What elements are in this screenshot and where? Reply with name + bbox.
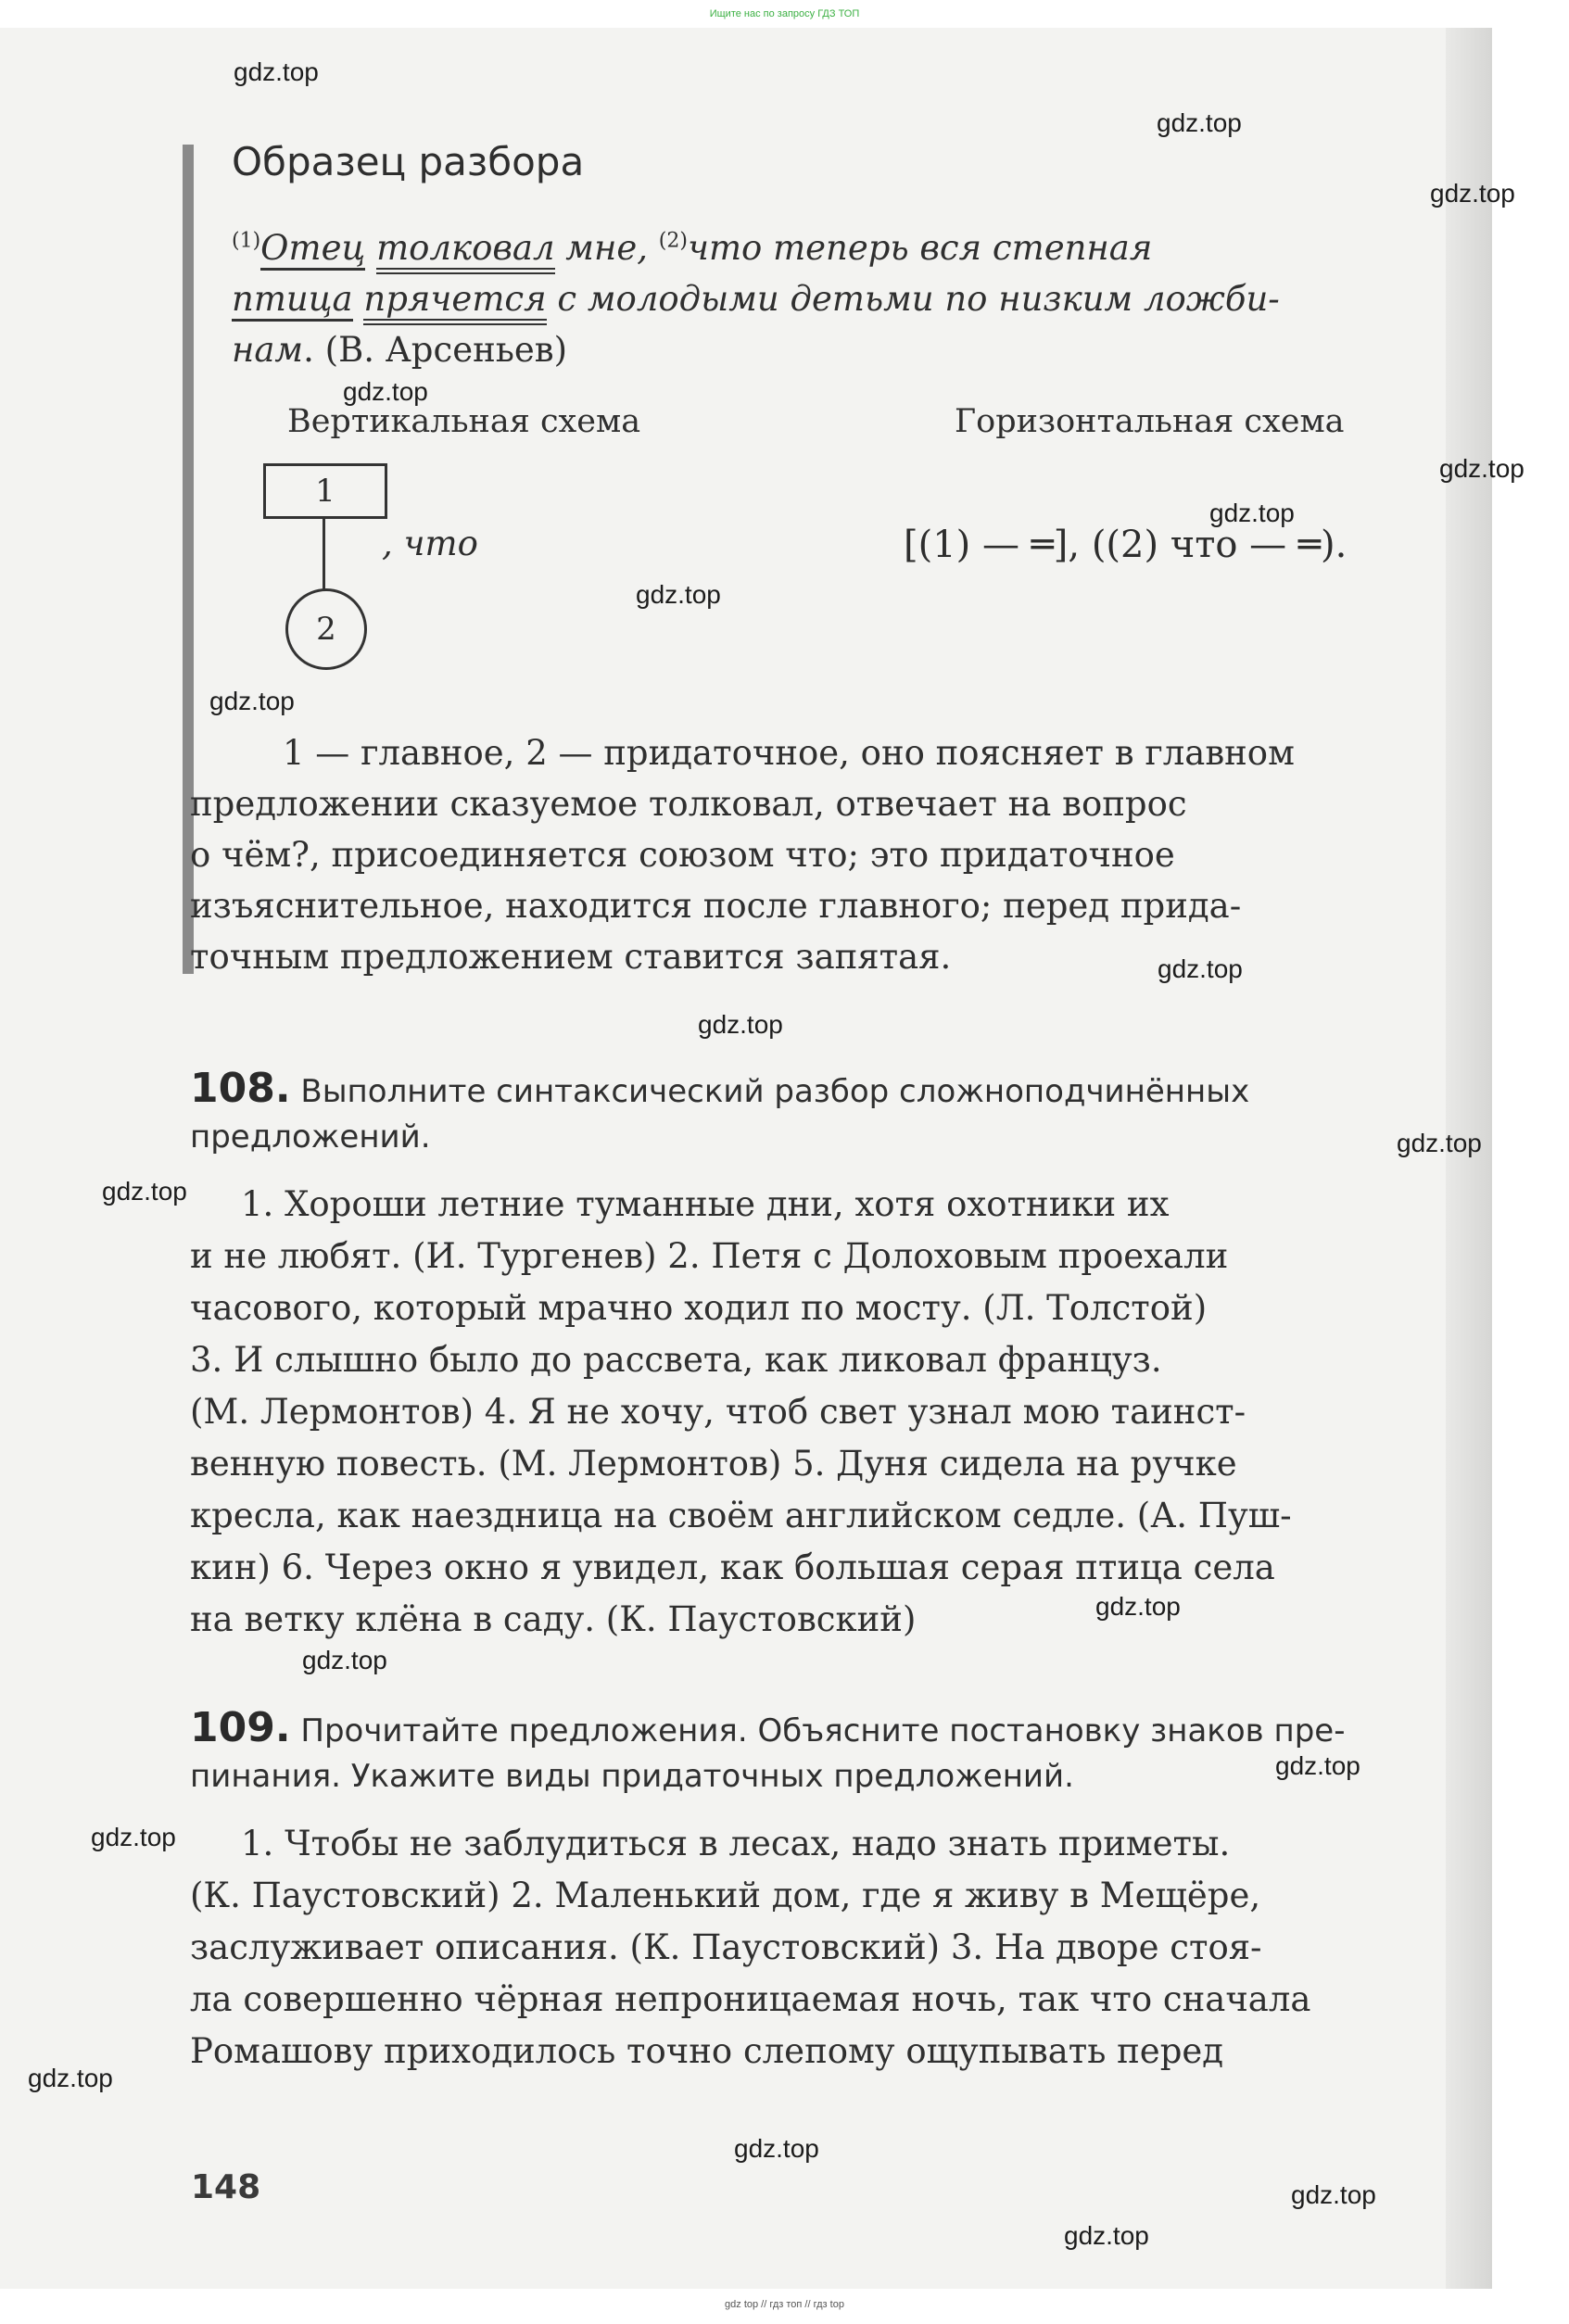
subject-word: Отец xyxy=(260,228,365,271)
page-edge-shadow xyxy=(1446,28,1492,2289)
watermark: gdz.top xyxy=(102,1177,187,1206)
watermark: gdz.top xyxy=(1430,179,1515,208)
explanation-line: точным предложением ставится запятая. xyxy=(190,937,952,977)
subject-word-2: птица xyxy=(232,279,353,322)
watermark: gdz.top xyxy=(209,687,295,715)
watermark: gdz.top xyxy=(1275,1751,1360,1780)
explanation-line: о чём?, присоединяется союзом что; это придаточное xyxy=(190,835,1175,875)
watermark: gdz.top xyxy=(698,1010,783,1039)
sample-author: . (В. Арсеньев) xyxy=(303,330,568,370)
exercise-108-task-cont: предложений. xyxy=(190,1118,431,1156)
explanation-line: предложении сказуемое толковал, отвечает на вопрос xyxy=(190,784,1187,824)
exercise-109-task-cont: пинания. Укажите виды придаточных предложений. xyxy=(190,1758,1074,1795)
watermark: gdz.top xyxy=(1064,2221,1149,2250)
exercise-108-task: 108. Выполните синтаксический разбор сложноподчинённых xyxy=(190,1065,1250,1112)
predicate-word: толковал xyxy=(376,228,554,274)
horizontal-schema-formula: [(1) — ═], ((2) что — ═). xyxy=(904,524,1348,566)
watermark: gdz.top xyxy=(91,1823,176,1851)
vertical-schema-label: Вертикальная схема xyxy=(287,403,641,440)
watermark: gdz.top xyxy=(28,2064,113,2092)
watermark: gdz.top xyxy=(1095,1592,1181,1621)
explanation-line: изъяснительное, находится после главного; перед прида- xyxy=(190,886,1242,926)
exercise-number: 109. xyxy=(190,1704,291,1751)
watermark: gdz.top xyxy=(1158,954,1243,983)
schema-conjunction: , что xyxy=(382,524,478,563)
watermark: gdz.top xyxy=(734,2134,819,2163)
bottom-banner: gdz top // гдз топ // гдз top xyxy=(725,2299,844,2310)
watermark: gdz.top xyxy=(1209,499,1295,527)
exercise-108-line: (М. Лермонтов) 4. Я не хочу, чтоб свет узнал мою таинст- xyxy=(190,1392,1246,1432)
exercise-109-task: 109. Прочитайте предложения. Объясните постановку знаков пре- xyxy=(190,1704,1346,1751)
page-number: 148 xyxy=(191,2168,261,2206)
exercise-108-line: часового, который мрачно ходил по мосту. (Л. Толстой) xyxy=(190,1288,1208,1328)
watermark: gdz.top xyxy=(1291,2180,1376,2209)
clause-number-1: (1) xyxy=(232,229,261,253)
sample-sentence-line-3: нам. (В. Арсеньев) xyxy=(232,330,568,370)
clause-number-2: (2) xyxy=(658,229,688,253)
exercise-108-line: 1. Хороши летние туманные дни, хотя охотники их xyxy=(241,1184,1170,1224)
watermark: gdz.top xyxy=(636,580,721,609)
exercise-108-line: 3. И слышно было до рассвета, как ликовал француз. xyxy=(190,1340,1162,1380)
watermark: gdz.top xyxy=(302,1646,387,1674)
exercise-109-line: ла совершенно чёрная непроницаемая ночь, так что сначала xyxy=(190,1979,1311,2019)
watermark: gdz.top xyxy=(1157,108,1242,137)
exercise-108-line: кин) 6. Через окно я увидел, как большая серая птица села xyxy=(190,1547,1275,1587)
watermark: gdz.top xyxy=(234,57,319,86)
watermark: gdz.top xyxy=(1439,454,1525,483)
exercise-109-line: 1. Чтобы не заблудиться в лесах, надо знать приметы. xyxy=(241,1824,1231,1863)
exercise-108-line: на ветку клёна в саду. (К. Паустовский) xyxy=(190,1599,917,1639)
sample-heading: Образец разбора xyxy=(232,139,585,184)
exercise-108-line: венную повесть. (М. Лермонтов) 5. Дуня сидела на ручке xyxy=(190,1444,1237,1484)
exercise-number: 108. xyxy=(190,1065,291,1112)
watermark: gdz.top xyxy=(1397,1129,1482,1157)
exercise-109-line: Ромашову приходилось точно слепому ощупывать перед xyxy=(190,2031,1224,2071)
explanation-line: 1 — главное, 2 — придаточное, оно поясняет в главном xyxy=(283,733,1295,773)
main-clause-box: 1 xyxy=(263,463,387,519)
watermark: gdz.top xyxy=(343,377,428,406)
exercise-109-line: заслуживает описания. (К. Паустовский) 3. На дворе стоя- xyxy=(190,1927,1262,1967)
exercise-108-line: и не любят. (И. Тургенев) 2. Петя с Долоховым проехали xyxy=(190,1236,1229,1276)
exercise-108-line: кресла, как наездница на своём английском седле. (А. Пуш- xyxy=(190,1496,1292,1535)
top-banner: Ищите нас по запросу ГДЗ ТОП xyxy=(709,8,860,19)
horizontal-schema-label: Горизонтальная схема xyxy=(955,403,1345,440)
sample-sentence-line-2: птица прячется с молодыми детьми по низким ложби- xyxy=(232,273,1280,324)
schema-connector-line xyxy=(323,516,325,590)
exercise-109-line: (К. Паустовский) 2. Маленький дом, где я живу в Мещёре, xyxy=(190,1876,1261,1915)
sample-sentence-line-1: $^{(1)}$Отец толковал мне, $^{(2)}$что теперь вся степная xyxy=(232,222,1152,273)
subordinate-clause-circle: 2 xyxy=(285,588,367,670)
predicate-word-2: прячется xyxy=(363,279,546,325)
